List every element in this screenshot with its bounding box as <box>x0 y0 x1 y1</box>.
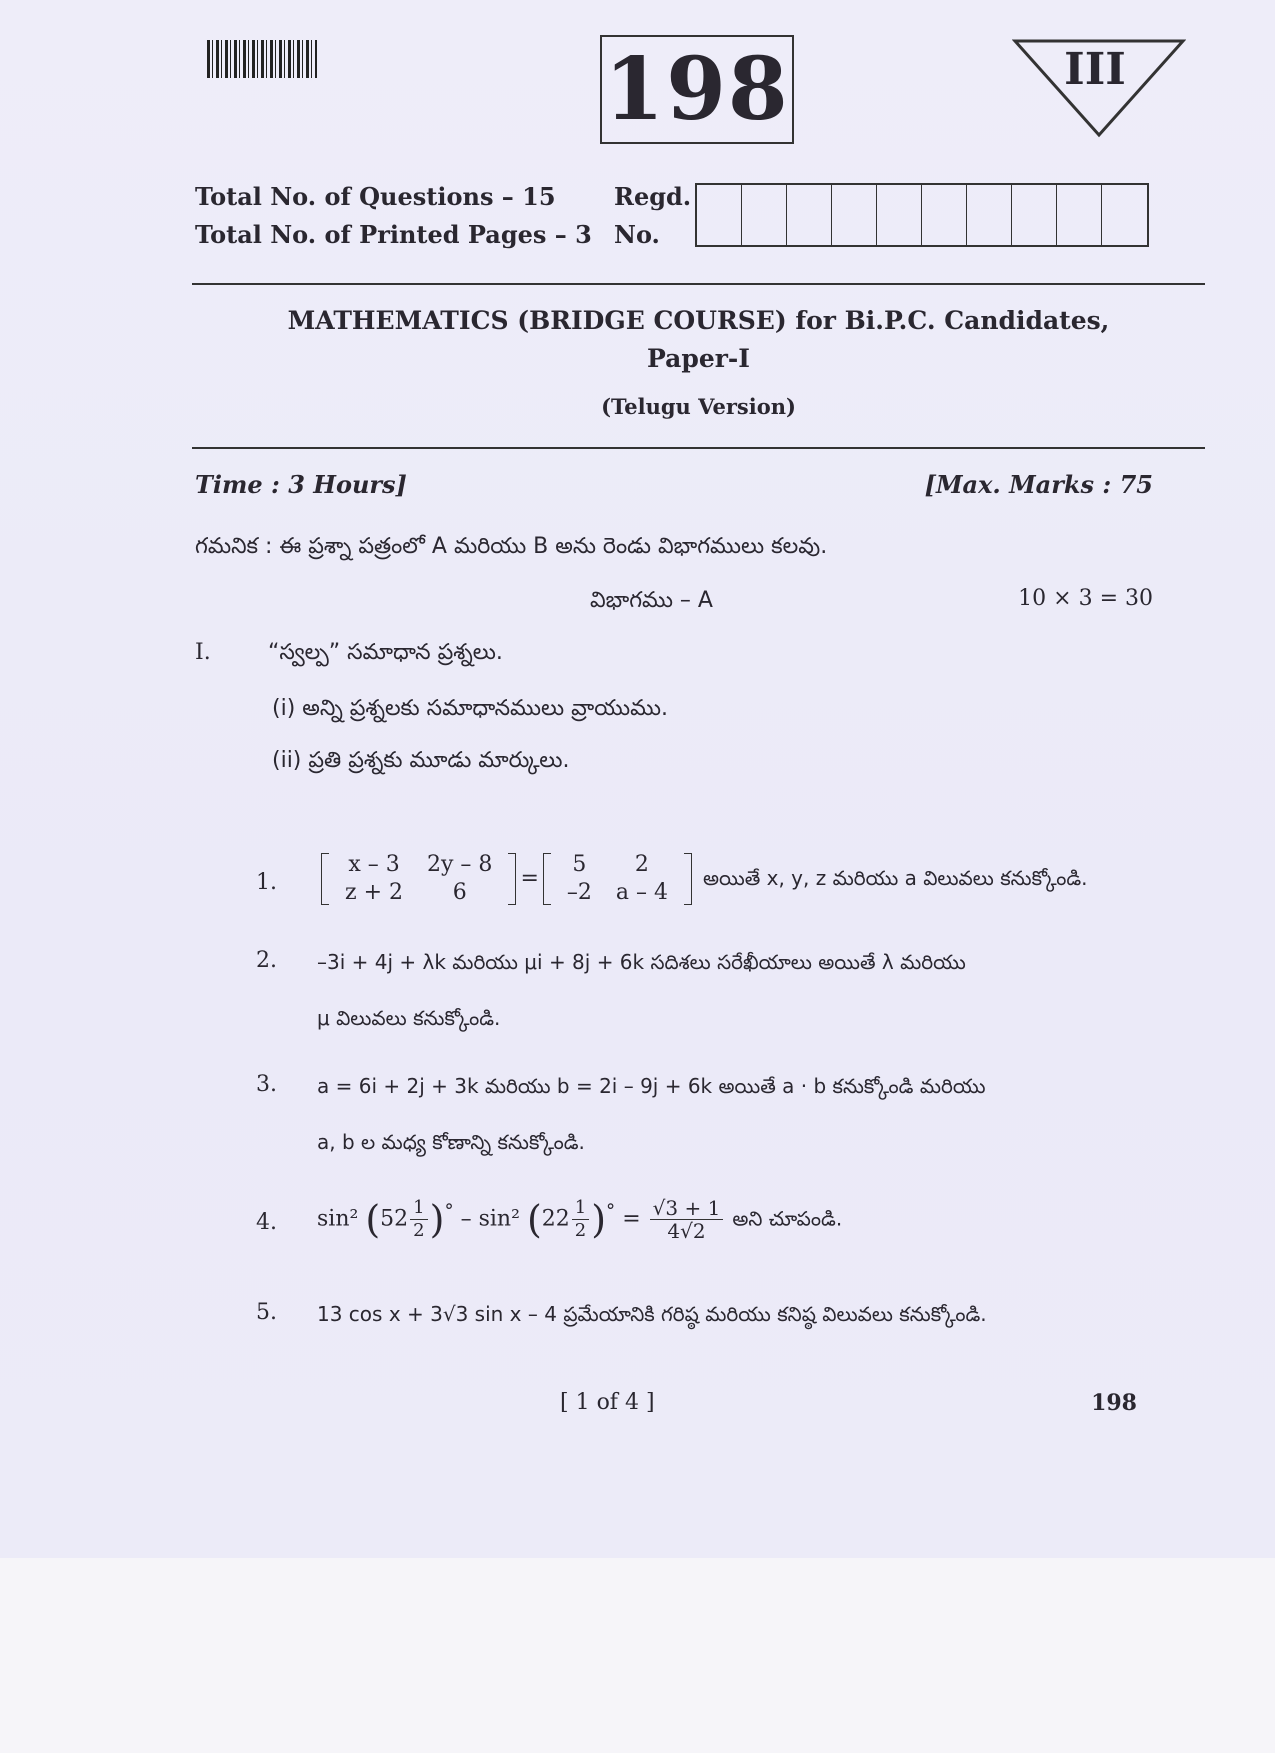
middle-rule <box>192 447 1205 449</box>
sin-squared: sin² <box>317 1206 359 1232</box>
question-number: 5. <box>256 1300 277 1325</box>
barcode-icon <box>207 40 317 78</box>
question-4: sin² (52 $\frac{1}{2}$ )° – sin² (22 $\frac{1}{2}$ )° = $\frac{√3 + 1}{4√2}$ అని చూపండి. <box>317 1195 843 1243</box>
question-number: 1. <box>256 870 277 895</box>
paper-code-box: 198 <box>600 35 794 144</box>
regd-box <box>922 185 967 245</box>
regd-label-line2: No. <box>614 220 660 249</box>
fraction-half: $\frac{1}{2}$ <box>572 1197 589 1242</box>
regd-box <box>742 185 787 245</box>
question-2 <box>317 934 1137 1046</box>
section-type: “స్వల్ప” సమాధాన ప్రశ్నలు. <box>268 640 503 665</box>
sin-squared: sin² <box>478 1206 520 1232</box>
note-text: గమనిక : ఈ ప్రశ్నా పత్రంలో A మరియు B అను రెండు విభాగములు కలవు. <box>195 534 828 559</box>
regd-box <box>832 185 877 245</box>
matrix-cell: z + 2 <box>345 880 404 905</box>
regd-box <box>787 185 832 245</box>
question-3-line1: a = 6i + 2j + 3k మరియు b = 2i – 9j + 6k అయితే a · b కనుక్కోండి మరియు <box>317 1074 986 1098</box>
instruction-2: (ii) ప్రతి ప్రశ్నకు మూడు మార్కులు. <box>272 748 570 773</box>
question-number: 2. <box>256 948 277 973</box>
regd-label <box>614 178 691 254</box>
paper-title: MATHEMATICS (BRIDGE COURSE) for Bi.P.C. Candidates, <box>287 306 1110 335</box>
regd-box <box>697 185 742 245</box>
question-3-line2: a, b ల మధ్య కోణాన్ని కనుక్కోండి. <box>317 1130 585 1154</box>
angle-a-whole: 52 <box>380 1206 409 1232</box>
matrix-cell: 6 <box>452 880 467 905</box>
matrix-cell: –2 <box>566 880 592 905</box>
minus-sign: – <box>460 1206 472 1232</box>
matrix-cell: 2y – 8 <box>427 852 493 877</box>
total-questions: Total No. of Questions – 15 <box>195 182 556 211</box>
regd-box <box>1057 185 1102 245</box>
exam-time: Time : 3 Hours] <box>195 470 407 499</box>
question-number: 4. <box>256 1210 277 1235</box>
series-label: III <box>1064 44 1126 95</box>
section-roman: I. <box>195 640 211 665</box>
matrix-cell: a – 4 <box>615 880 668 905</box>
matrix-cell: x – 3 <box>348 852 400 877</box>
regd-box <box>1012 185 1057 245</box>
fraction-rhs: $\frac{√3 + 1}{4√2}$ <box>650 1197 724 1242</box>
regd-box <box>967 185 1012 245</box>
section-heading: విభాగము – A <box>590 588 713 613</box>
paper-meta <box>195 178 592 254</box>
scanner-background <box>0 1558 1275 1753</box>
matrix-left <box>321 851 516 907</box>
question-5: 13 cos x + 3√3 sin x – 4 ప్రమేయానికి గరిష్ఠ మరియు కనిష్ఠ విలువలు కనుక్కోండి. <box>317 1302 987 1326</box>
paper-subtitle: Paper-I <box>647 344 750 373</box>
exam-max-marks: [Max. Marks : 75 <box>924 470 1153 499</box>
angle-b-whole: 22 <box>541 1206 570 1232</box>
section-marks: 10 × 3 = 30 <box>1018 586 1153 611</box>
regd-number-boxes <box>695 183 1149 247</box>
degree-symbol: ° <box>606 1201 616 1222</box>
question-1 <box>317 850 1137 907</box>
degree-symbol: ° <box>444 1201 454 1222</box>
question-number: 3. <box>256 1072 277 1097</box>
page-indicator: [ 1 of 4 ] <box>560 1390 655 1415</box>
instruction-1: (i) అన్ని ప్రశ్నలకు సమాధానములు వ్రాయుము. <box>272 696 668 721</box>
regd-label-line1: Regd. <box>614 182 692 211</box>
regd-box <box>1102 185 1147 245</box>
equals-sign: = <box>520 866 539 891</box>
top-rule <box>192 283 1205 285</box>
matrix-cell: 5 <box>572 852 587 877</box>
regd-box <box>877 185 922 245</box>
matrix-cell: 2 <box>634 852 649 877</box>
total-pages: Total No. of Printed Pages – 3 <box>195 220 592 249</box>
footer-paper-code: 198 <box>1091 1390 1137 1416</box>
matrix-right <box>543 851 692 907</box>
question-3 <box>317 1058 1137 1170</box>
question-2-line2: μ విలువలు కనుక్కోండి. <box>317 1006 501 1030</box>
fraction-half: $\frac{1}{2}$ <box>410 1197 427 1242</box>
question-1-text: అయితే x, y, z మరియు a విలువలు కనుక్కోండి. <box>702 866 1088 890</box>
question-4-text: అని చూపండి. <box>732 1206 843 1231</box>
equals-sign: = <box>622 1206 641 1232</box>
question-2-line1: –3i + 4j + λk మరియు μi + 8j + 6k సదిశలు సరేఖీయాలు అయితే λ మరియు <box>317 950 966 974</box>
paper-version: (Telugu Version) <box>601 394 796 419</box>
